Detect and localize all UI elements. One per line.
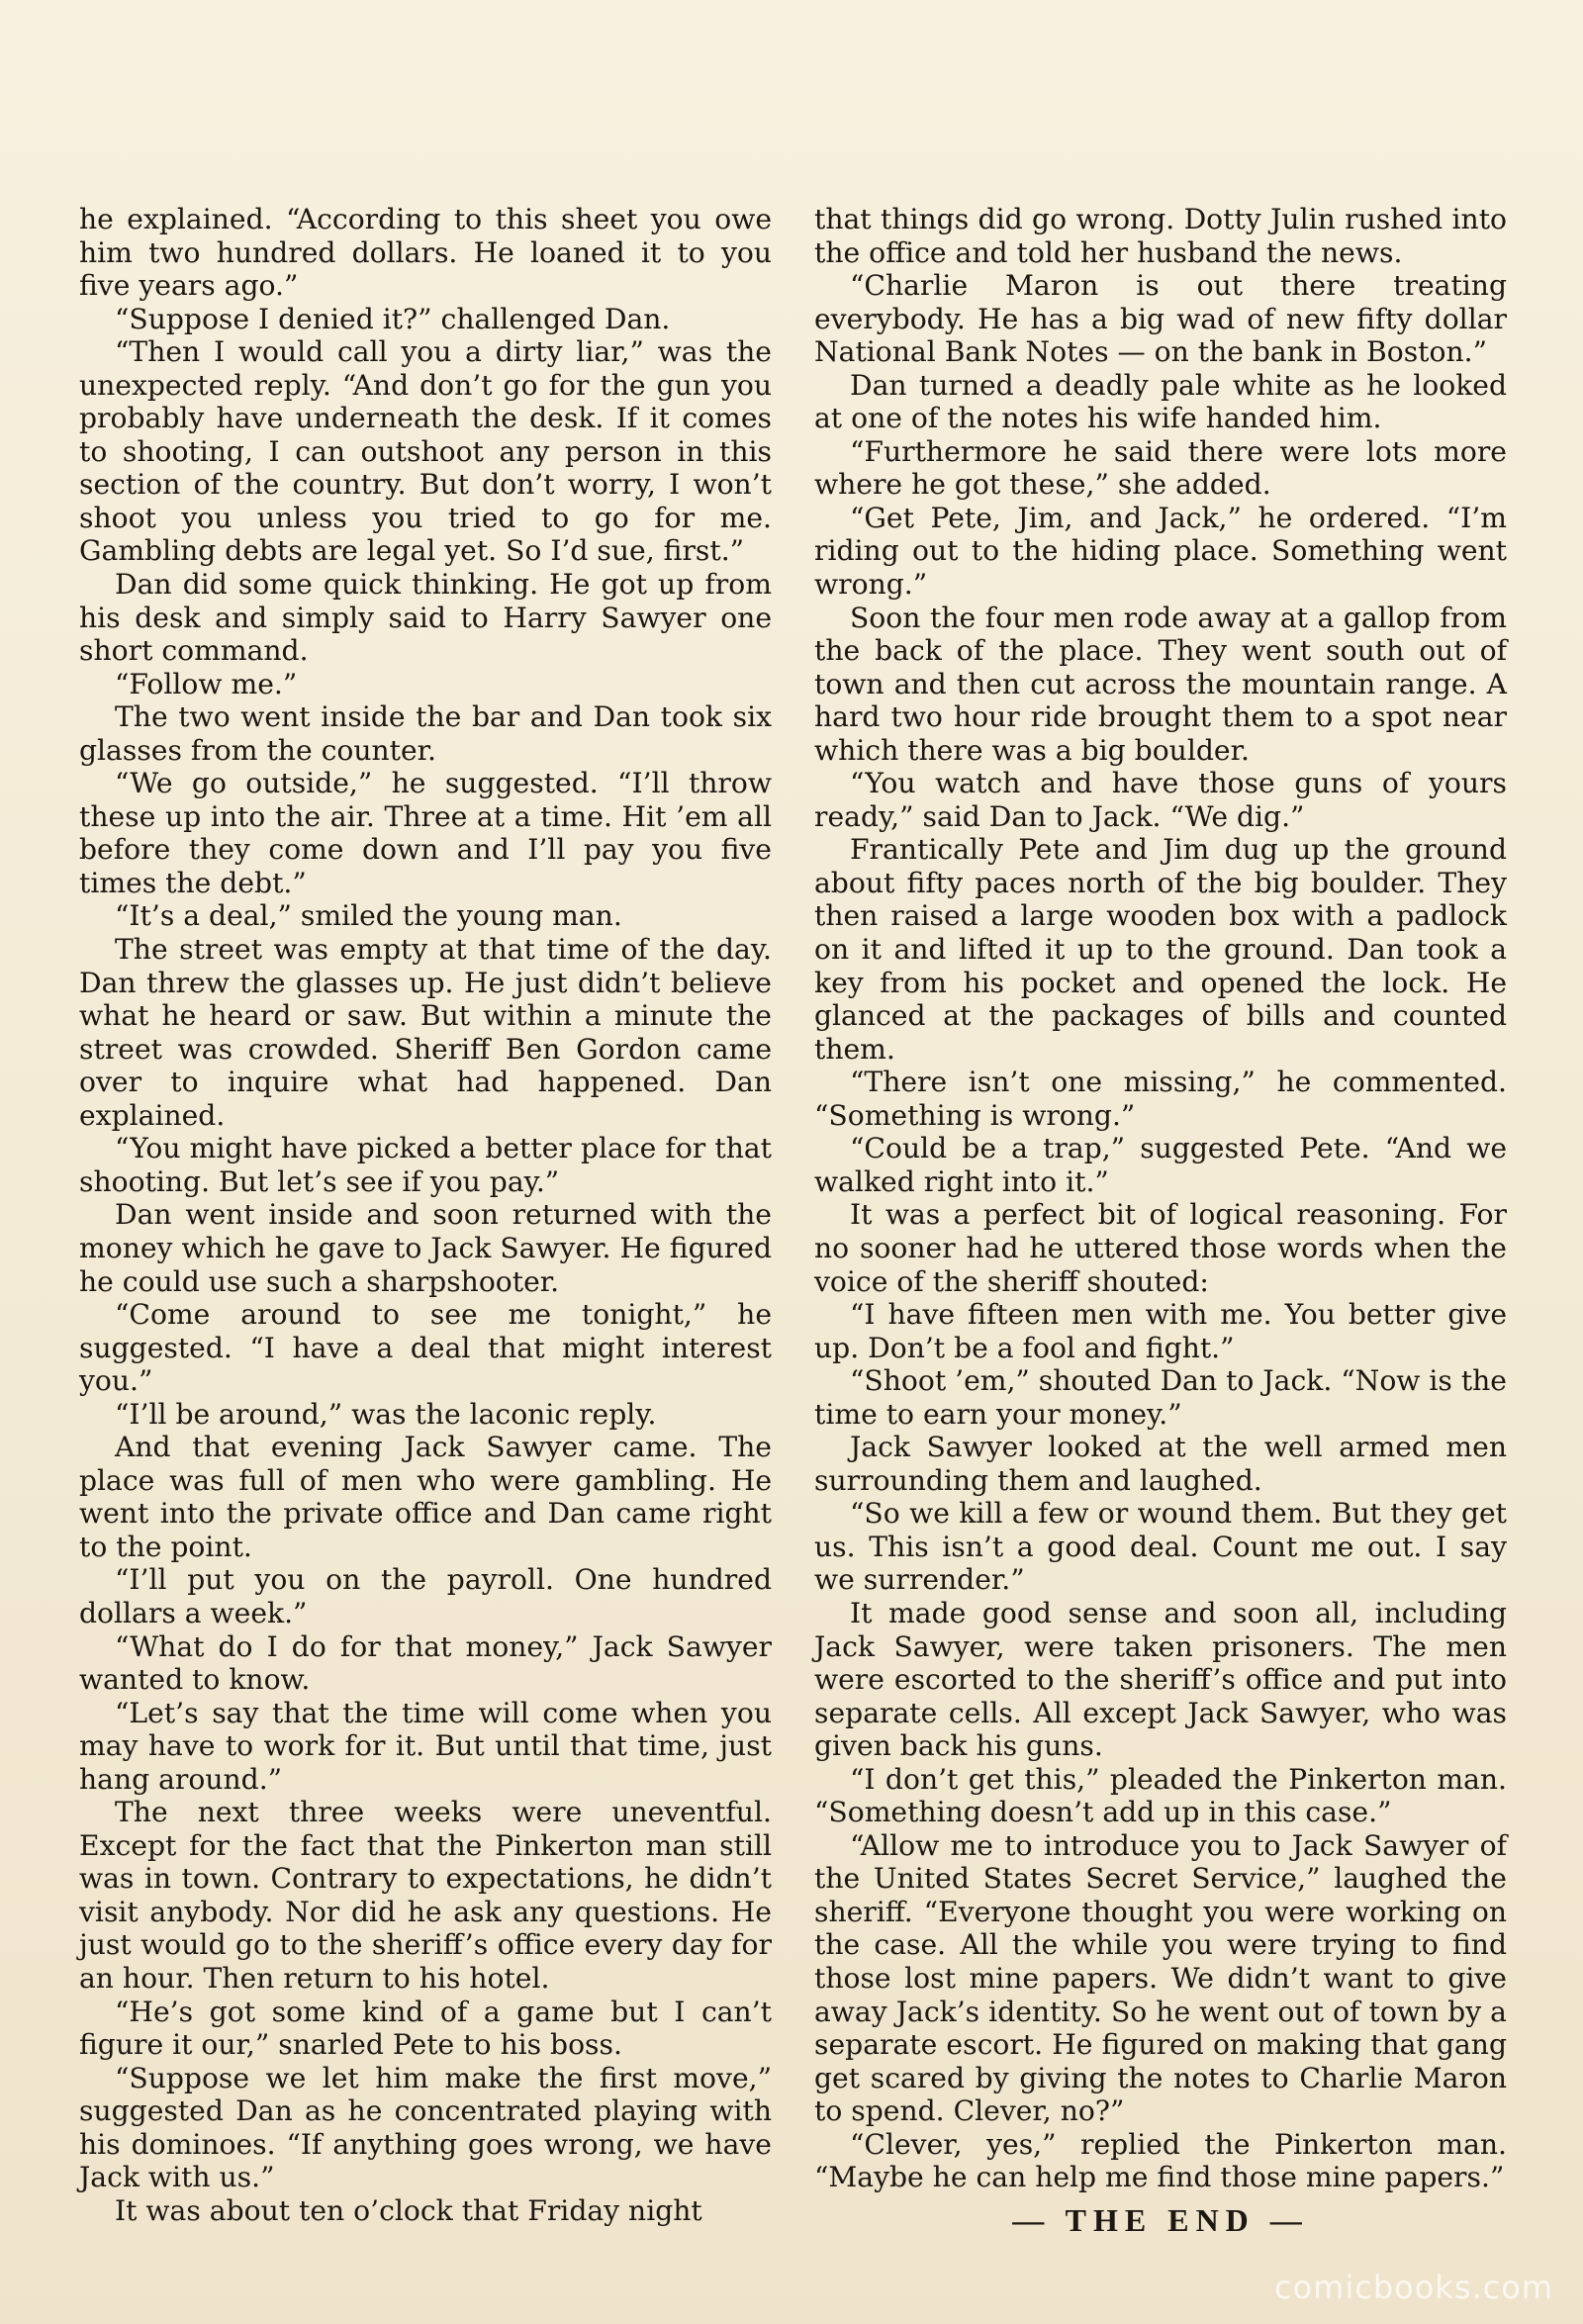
paragraph: “So we kill a few or wound them. But they get us. This isn’t a good deal. Count me out. I say we surrender.” (814, 1497, 1507, 1597)
paragraph: “You watch and have those guns of yours ready,” said Dan to Jack. “We dig.” (814, 767, 1507, 833)
paragraph: “Follow me.” (115, 667, 298, 700)
paragraph: Dan went inside and soon returned with the money which he gave to Jack Sawyer. He figured he could use such a sharpshooter. (79, 1198, 772, 1298)
paragraph: “Charlie Maron is out there treating everybody. He has a big wad of new fifty dollar National Bank Notes — on the bank in Boston.” (814, 269, 1507, 369)
paragraph: “I don’t get this,” pleaded the Pinkerton man. “Something doesn’t add up in this case.” (814, 1762, 1507, 1829)
paragraph: “Let’s say that the time will come when you may have to work for it. But until that time, just hang around.” (79, 1696, 772, 1796)
paragraph: “I’ll be around,” was the laconic reply. (115, 1397, 657, 1431)
paragraph: “I have fifteen men with me. You better give up. Don’t be a fool and fight.” (814, 1298, 1507, 1364)
paragraph: Soon the four men rode away at a gallop from the back of the place. They went south out of town and then cut across the mountain range. A hard two hour ride brought them to a spot near which there was a big boulder. (814, 601, 1507, 767)
paragraph: “He’s got some kind of a game but I can’t figure it our,” snarled Pete to his boss. (79, 1995, 772, 2062)
the-end-label: — THE END — (1012, 2201, 1309, 2238)
paragraph: “Allow me to introduce you to Jack Sawyer of the United States Secret Service,” laughed the sheriff. “Everyone thought you were working on the case. All the while you were trying to find those lost mine papers. We didn’t want to give away Jack’s identity. So he went out of town by a separate escort. He figured on making that gang get scared by giving the notes to Charlie Maron to spend. Clever, no?” (814, 1828, 1507, 2128)
paragraph: Dan turned a deadly pale white as he looked at one of the notes his wife handed him. (814, 368, 1507, 435)
paragraph: The street was empty at that time of the day. Dan threw the glasses up. He just didn’t believe what he heard or saw. But within a minute the street was crowded. Sheriff Ben Gordon came over to inquire what had happened. Dan explained. (79, 933, 772, 1132)
paragraph: “There isn’t one missing,” he commented. “Something is wrong.” (814, 1066, 1507, 1132)
paragraph: “I’ll put you on the payroll. One hundred dollars a week.” (79, 1563, 772, 1629)
paragraph: “Then I would call you a dirty liar,” was the unexpected reply. “And don’t go for the gun you probably have underneath the desk. If it comes to shooting, I can outshoot any person in this section of the country. But don’t worry, I won’t shoot you unless you tried to go for me. Gambling debts are legal yet. So I’d sue, first.” (79, 335, 772, 568)
paragraph: “Furthermore he said there were lots more where he got these,” she added. (814, 434, 1507, 502)
paragraph: “Suppose I denied it?” challenged Dan. (115, 302, 671, 335)
paragraph: Frantically Pete and Jim dug up the ground about fifty paces north of the big boulder. They then raised a large wooden box with a padlock on it and lifted it up to the ground. Dan took a key from his pocket and opened the lock. He glanced at the packages of bills and counted them. (814, 833, 1507, 1066)
paragraph: “Suppose we let him make the first move,” suggested Dan as he concentrated playing with his dominoes. “If anything goes wrong, we have Jack with us.” (79, 2061, 772, 2194)
paragraph: “What do I do for that money,” Jack Sawyer wanted to know. (79, 1629, 772, 1697)
paragraph: Jack Sawyer looked at the well armed men surrounding them and laughed. (814, 1431, 1507, 1497)
paragraph: “Get Pete, Jim, and Jack,” he ordered. “I’m riding out to the hiding place. Something went wrong.” (814, 501, 1507, 602)
paragraph: It made good sense and soon all, including Jack Sawyer, were taken prisoners. The men were escorted to the sheriff’s office and put into separate cells. All except Jack Sawyer, who was given back his guns. (814, 1596, 1507, 1763)
left-text-column (79, 203, 772, 2227)
paragraph: “You might have picked a better place for that shooting. But let’s see if you pay.” (79, 1132, 772, 1198)
paragraph: “Come around to see me tonight,” he suggested. “I have a deal that might interest you.” (79, 1298, 772, 1398)
paragraph: “Could be a trap,” suggested Pete. “And we walked right into it.” (814, 1132, 1507, 1198)
paragraph: And that evening Jack Sawyer came. The place was full of men who were gambling. He went into the private office and Dan came right to the point. (79, 1431, 772, 1563)
paragraph: that things did go wrong. Dotty Julin rushed into the office and told her husband the news. (814, 203, 1507, 269)
paragraph: “It’s a deal,” smiled the young man. (115, 899, 622, 933)
paragraph: The next three weeks were uneventful. Except for the fact that the Pinkerton man still was in town. Contrary to expectations, he didn’t visit anybody. Nor did he ask any questions. He just would go to the sheriff’s office every day for an hour. Then return to his hotel. (79, 1796, 772, 1995)
right-text-column (814, 203, 1507, 2237)
paragraph: “Clever, yes,” replied the Pinkerton man. “Maybe he can help me find those mine papers.” (814, 2127, 1507, 2194)
paragraph: It was a perfect bit of logical reasoning. For no sooner had he uttered those words when the voice of the sheriff shouted: (814, 1198, 1507, 1298)
paragraph: It was about ten o’clock that Friday night (115, 2193, 702, 2227)
paragraph: “Shoot ’em,” shouted Dan to Jack. “Now is the time to earn your money.” (814, 1364, 1507, 1431)
paragraph: “We go outside,” he suggested. “I’ll throw these up into the air. Three at a time. Hit ’em all before they come down and I’ll pay you five times the debt.” (79, 767, 772, 899)
site-watermark: comicbooks.com (1273, 2269, 1553, 2306)
paragraph: he explained. “According to this sheet you owe him two hundred dollars. He loaned it to you five years ago.” (79, 203, 772, 303)
paragraph: The two went inside the bar and Dan took six glasses from the counter. (79, 700, 772, 767)
paragraph: Dan did some quick thinking. He got up from his desk and simply said to Harry Sawyer one short command. (79, 568, 772, 668)
